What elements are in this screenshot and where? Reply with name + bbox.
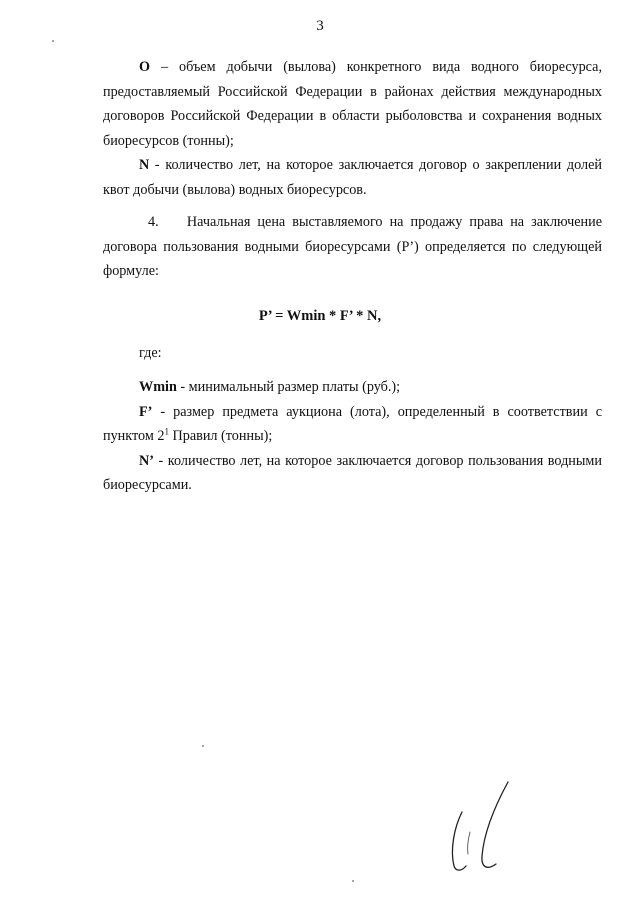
definition-n-text: - количество лет, на которое заключается договор о закреплении долей квот добычи (вылова) водных биоресурсов. xyxy=(103,157,602,198)
clause-4-text: Начальная цена выставляемого на продажу права на заключение договора пользования водными биоресурсами (P’) определяется по следующей формуле: xyxy=(103,214,602,279)
definition-f-text: - размер предмета аукциона (лота), определенный в соответствии с пунктом 2 xyxy=(103,403,602,444)
symbol-f: F’ xyxy=(139,403,153,420)
clause-4-paragraph xyxy=(103,210,602,284)
price-formula: P’ = Wmin * F’ * N, xyxy=(258,308,382,324)
symbol-n-prime: N’ xyxy=(139,452,154,469)
symbol-o: O xyxy=(139,59,151,75)
definition-o xyxy=(103,55,602,153)
definitions-top xyxy=(103,55,602,202)
definition-n-prime-text: - количество лет, на которое заключается договор пользования водными биоресурсами. xyxy=(103,452,602,493)
definition-o-text: – объем добычи (вылова) конкретного вида водного биоресурса, предоставляемый Российской Федерации в районах действия международных договоров Российской Федерации в области рыболовства и сохранения водных биоресурсов (тонны); xyxy=(103,59,602,149)
definition-f xyxy=(103,400,602,449)
page-number: 3 xyxy=(316,18,324,34)
symbol-n: N xyxy=(139,157,150,173)
clause-4 xyxy=(103,210,602,284)
handwritten-initials xyxy=(440,770,530,880)
definition-f-text-end: Правил (тонны); xyxy=(168,428,273,444)
definitions-bottom xyxy=(103,375,602,498)
where-label: где: xyxy=(139,345,162,361)
definition-wmin-text: - минимальный размер платы (руб.); xyxy=(176,379,401,395)
definition-n xyxy=(103,153,602,202)
scan-speck xyxy=(202,745,204,747)
superscript-1: 1 xyxy=(164,426,169,437)
clause-4-number: 4. xyxy=(148,214,159,230)
scan-speck xyxy=(352,880,354,882)
scan-speck xyxy=(52,40,54,42)
symbol-wmin: Wmin xyxy=(139,379,177,395)
definition-n-prime xyxy=(103,449,602,498)
definition-wmin xyxy=(103,375,602,400)
